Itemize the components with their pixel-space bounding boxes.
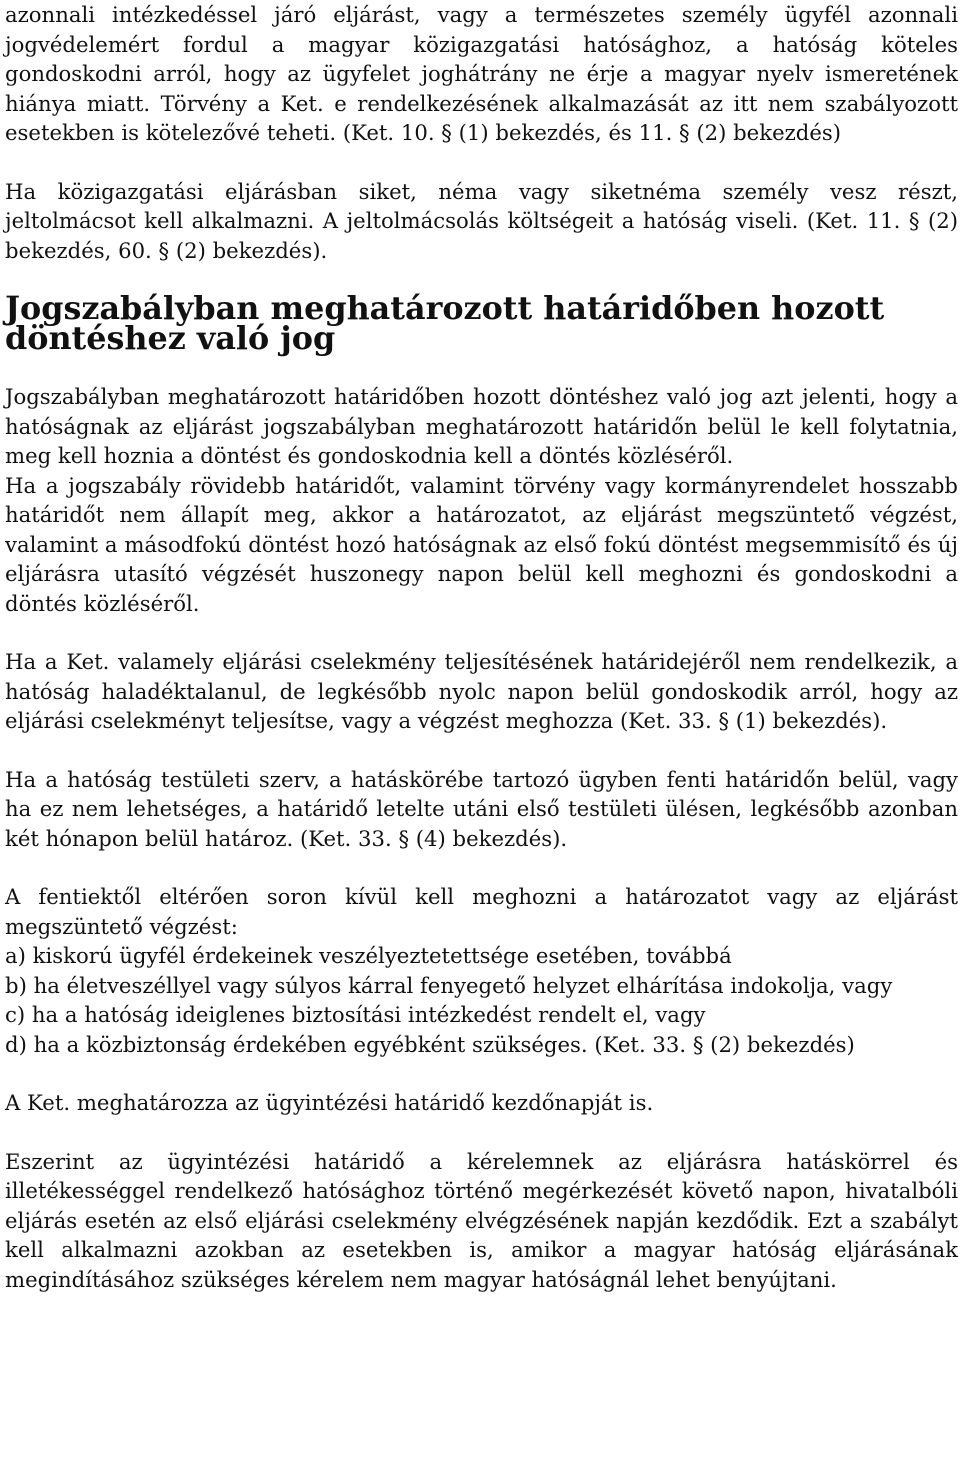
collegial-body-paragraph: Ha a hatóság testületi szerv, a hatáskörébe tartozó ügyben fenti határidőn belül, vagy ha ez nem lehetséges, a határidő letelte utáni első testületi ülésen, legkésőbb azonban két hónapon belül határoz. (Ket. 33. § (4) bekezdés). <box>5 766 958 851</box>
out-of-turn-intro: A fentiektől eltérően soron kívül kell meghozni a határozatot vagy az eljárást megszüntető végzést: <box>5 884 958 939</box>
deadline-paragraph-1: Jogszabályban meghatározott határidőben hozott döntéshez való jog azt jelenti, hogy a hatóságnak az eljárást jogszabályban meghatározott határidőn belül le kell folytatnia, meg kell hoznia a döntést és gondoskodnia kell a döntés közléséről. <box>5 384 958 468</box>
section-heading: Jogszabályban meghatározott határidőben hozott döntéshez való jog <box>5 290 885 357</box>
intro-paragraph: azonnali intézkedéssel járó eljárást, vagy a természetes személy ügyfél azonnali jogvédelemért fordul a magyar közigazgatási hatósághoz, a hatóság köteles gondoskodni arról, hogy az ügyfelet joghátrány ne érje a magyar nyelv ismeretének hiánya miatt. Törvény a Ket. e rendelkezésének alkalmazását az itt nem szabályozott esetekben is kötelezővé teheti. (Ket. 10. § (1) bekezdés, és 11. § (2) bekezdés) <box>5 2 958 145</box>
out-of-turn-block <box>5 882 958 1059</box>
deadline-paragraph-2: Ha a jogszabály rövidebb határidőt, valamint törvény vagy kormányrendelet hosszabb határidőt nem állapít meg, akkor a határozatot, az eljárást megszüntető végzést, valamint a másodfokú döntést hozó hatóságnak az első fokú döntést megsemmisítő és új eljárásra utasító végzését huszonegy napon belül kell meghozni és gondoskodni a döntés közléséről. <box>5 472 958 616</box>
list-item: c) ha a hatóság ideiglenes biztosítási intézkedést rendelt el, vagy <box>5 1002 706 1027</box>
list-item: a) kiskorú ügyfél érdekeinek veszélyeztetettsége esetében, továbbá <box>5 943 732 968</box>
list-item: b) ha életveszéllyel vagy súlyos kárral fenyegető helyzet elhárítása indokolja, vagy <box>5 972 893 998</box>
procedural-act-paragraph: Ha a Ket. valamely eljárási cselekmény teljesítésének határidejéről nem rendelkezik, a hatóság haladéktalanul, de legkésőbb nyolc napon belül gondoskodik arról, hogy az eljárási cselekményt teljesítse, vagy a végzést meghozza (Ket. 33. § (1) bekezdés). <box>5 649 958 733</box>
start-day-paragraph: A Ket. meghatározza az ügyintézési határidő kezdőnapját is. <box>5 1090 654 1115</box>
start-rule-paragraph: Eszerint az ügyintézési határidő a kérelemnek az eljárásra hatáskörrel és illetékességgel rendelkező hatósághoz történő megérkezését követő napon, hivatalbóli eljárás esetén az első eljárási cselekmény elvégzésének napján kezdődik. Ezt a szabályt kell alkalmazni azokban az esetekben is, amikor a magyar hatóság eljárásának megindításához szükséges kérelem nem magyar hatóságnál lehet benyújtani. <box>5 1148 958 1292</box>
sign-language-paragraph: Ha közigazgatási eljárásban siket, néma vagy siketnéma személy vesz részt, jeltolmácsot kell alkalmazni. A jeltolmácsolás költségeit a hatóság viseli. (Ket. 11. § (2) bekezdés, 60. § (2) bekezdés). <box>5 178 958 263</box>
list-item: d) ha a közbiztonság érdekében egyébként szükséges. (Ket. 33. § (2) bekezdés) <box>5 1031 855 1057</box>
